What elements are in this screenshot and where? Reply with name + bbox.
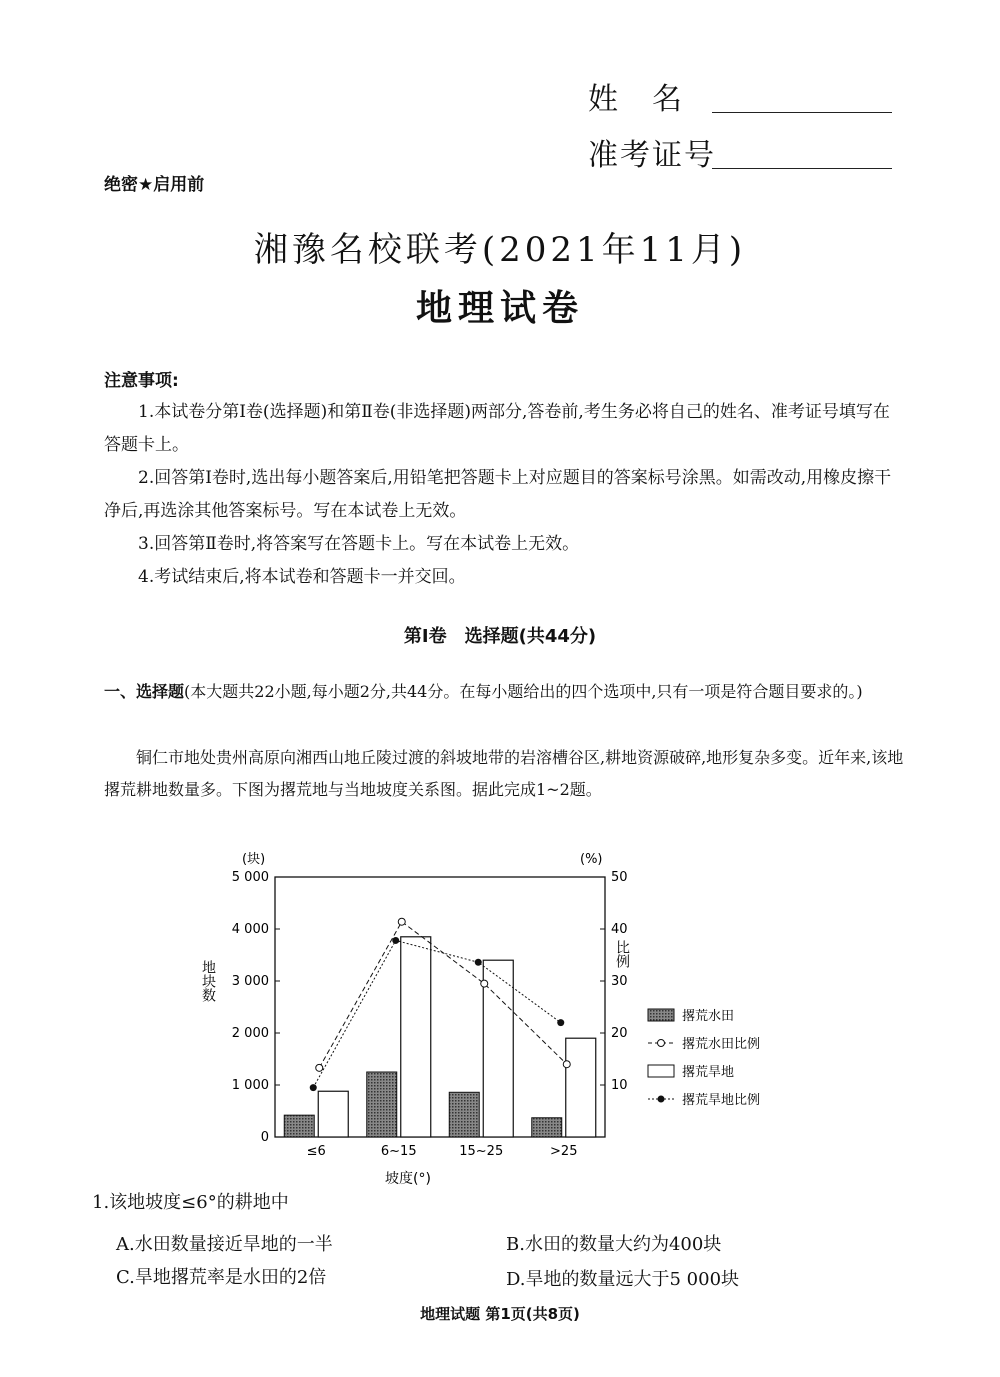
section-title: 第Ⅰ卷 选择题(共44分) <box>403 626 597 647</box>
material-text <box>104 742 904 806</box>
line-dry-ratio <box>313 940 561 1087</box>
option-a[interactable]: A.水田数量接近旱地的一半 <box>116 1234 333 1255</box>
y2-tick-label: 20 <box>611 1026 628 1041</box>
name-field[interactable] <box>712 78 892 113</box>
notice-item-4: 4.考试结束后,将本试卷和答题卡一并交回。 <box>138 567 466 587</box>
x-tick-label: >25 <box>550 1144 578 1159</box>
bar-dry <box>401 937 431 1137</box>
notice-item-3: 3.回答第Ⅱ卷时,将答案写在答题卡上。写在本试卷上无效。 <box>138 534 580 554</box>
bar-dry <box>566 1038 596 1137</box>
option-d[interactable]: D.旱地的数量远大于5 000块 <box>506 1269 740 1290</box>
x-tick-label: 6~15 <box>380 1144 417 1159</box>
x-axis-label: 坡度(°) <box>385 1171 431 1187</box>
option-c[interactable]: C.旱地撂荒率是水田的2倍 <box>116 1267 327 1288</box>
page-footer: 地理试题 第1页(共8页) <box>420 1305 580 1323</box>
point-paddy-ratio <box>398 918 405 925</box>
section-intro <box>104 676 904 708</box>
name-label: 姓 名 <box>588 82 684 117</box>
point-paddy-ratio <box>481 980 488 987</box>
section-intro-bold: 一、选择题 <box>104 682 185 701</box>
y-tick-label: 0 <box>260 1130 269 1145</box>
exam-id-label: 准考证号 <box>588 138 716 173</box>
y2-axis-label: 比例 <box>614 940 630 968</box>
legend-label-paddy-ratio: 撂荒水田比例 <box>682 1037 761 1052</box>
y2-tick-label: 30 <box>611 974 628 989</box>
legend-label-paddy: 撂荒水田 <box>682 1009 735 1024</box>
legend-label-dry: 撂荒旱地 <box>682 1065 735 1080</box>
bar-dry <box>318 1091 348 1137</box>
bar-paddy <box>284 1115 314 1137</box>
y-tick-label: 3 000 <box>231 974 269 989</box>
y2-tick-label: 50 <box>611 870 628 885</box>
exam-id-field[interactable] <box>712 134 892 169</box>
subject-title: 地理试卷 <box>415 287 584 329</box>
bar-paddy <box>449 1092 479 1137</box>
legend-swatch-dry <box>648 1065 674 1077</box>
exam-title: 湘豫名校联考(2021年11月) <box>253 230 747 270</box>
section-intro-rest: (本大题共22小题,每小题2分,共44分。在每小题给出的四个选项中,只有一项是符合题目要求的。) <box>184 682 863 701</box>
notice-item-1: 1.本试卷分第Ⅰ卷(选择题)和第Ⅱ卷(非选择题)两部分,答卷前,考生务必将自己的姓名、准考证号填写在答题卡上。 <box>104 402 890 455</box>
x-tick-label: ≤6 <box>306 1144 326 1159</box>
y-unit-label: (块) <box>242 852 266 867</box>
point-dry-ratio <box>392 937 399 944</box>
slope-chart <box>200 845 800 1190</box>
x-tick-label: 15~25 <box>459 1144 504 1159</box>
notice-heading: 注意事项: <box>104 371 179 391</box>
question-1-stem: 1.该地坡度≤6°的耕地中 <box>92 1192 289 1213</box>
point-paddy-ratio <box>563 1061 570 1068</box>
line-paddy-ratio <box>319 922 567 1068</box>
bar-paddy <box>367 1072 397 1137</box>
legend <box>648 1008 760 1108</box>
notice-list <box>104 396 904 594</box>
y2-tick-label: 10 <box>611 1078 628 1093</box>
option-b[interactable]: B.水田的数量大约为400块 <box>506 1234 722 1255</box>
secret-mark: 绝密★启用前 <box>104 175 205 195</box>
legend-marker-paddy-ratio <box>658 1040 665 1047</box>
y2-unit-label: (%) <box>580 852 603 867</box>
point-dry-ratio <box>557 1019 564 1026</box>
material-paragraph: 铜仁市地处贵州高原向湘西山地丘陵过渡的斜坡地带的岩溶槽谷区,耕地资源破碎,地形复杂多变。近年来,该地撂荒耕地数量多。下图为撂荒地与当地坡度关系图。据此完成1~2题。 <box>104 748 904 799</box>
point-dry-ratio <box>310 1084 317 1091</box>
y-tick-label: 4 000 <box>231 922 269 937</box>
y-tick-label: 1 000 <box>231 1078 269 1093</box>
point-dry-ratio <box>475 959 482 966</box>
legend-swatch-paddy <box>648 1009 674 1021</box>
legend-marker-dry-ratio <box>658 1096 665 1103</box>
y-axis-label: 地块数 <box>200 960 216 1002</box>
bar-paddy <box>532 1118 562 1137</box>
y-tick-label: 2 000 <box>231 1026 269 1041</box>
point-paddy-ratio <box>316 1064 323 1071</box>
plot-area <box>232 870 628 1159</box>
legend-label-dry-ratio: 撂荒旱地比例 <box>682 1093 761 1108</box>
notice-item-2: 2.回答第Ⅰ卷时,选出每小题答案后,用铅笔把答题卡上对应题目的答案标号涂黑。如需改动,用橡皮擦干净后,再选涂其他答案标号。写在本试卷上无效。 <box>104 468 892 521</box>
y2-tick-label: 40 <box>611 922 628 937</box>
y-tick-label: 5 000 <box>231 870 269 885</box>
